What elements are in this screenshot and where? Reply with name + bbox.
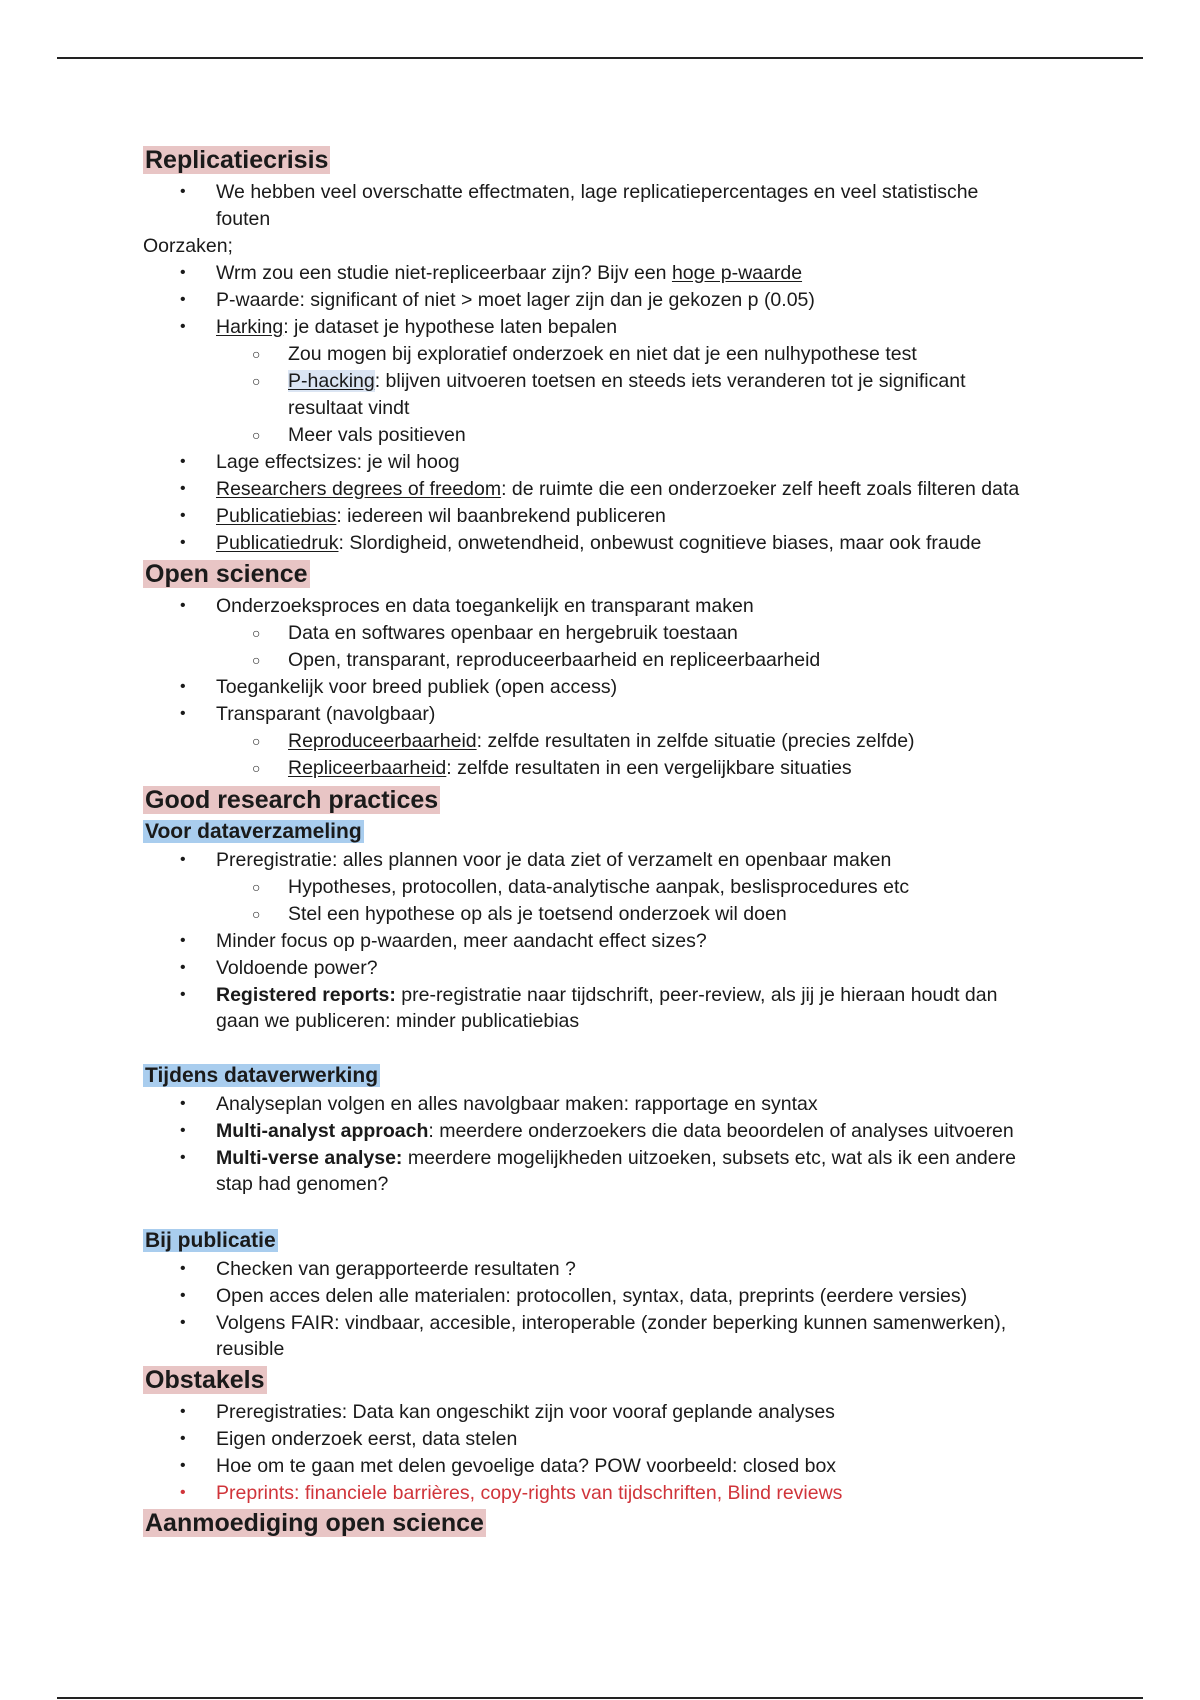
bullet-icon: • (180, 1314, 186, 1331)
bullet-icon: • (180, 932, 186, 949)
term-multi-analyst-approach: Multi-analyst approach (216, 1120, 429, 1142)
bullet-icon: • (180, 597, 186, 614)
term-researchers-degrees-of-freedom: Researchers degrees of freedom (216, 478, 502, 500)
bullet-icon: • (180, 1095, 186, 1112)
bullet-icon: • (180, 1287, 186, 1304)
bullet-icon: • (180, 1457, 186, 1474)
footer-rule (57, 1697, 1143, 1699)
circle-bullet-icon: ○ (252, 427, 261, 443)
term-multi-verse-analyse: Multi-verse analyse: (216, 1147, 403, 1169)
bullet-icon: • (180, 1403, 186, 1420)
circle-bullet-icon: ○ (252, 652, 261, 668)
bullet-icon: • (180, 1149, 186, 1166)
circle-bullet-icon: ○ (252, 625, 261, 641)
subheading-tijdens-dataverwerking: Tijdens dataverwerking (145, 1064, 379, 1087)
term-reproduceerbaarheid: Reproduceerbaarheid (288, 730, 477, 752)
bullet-icon: • (180, 318, 186, 335)
bullet-icon: • (180, 1430, 186, 1447)
circle-bullet-icon: ○ (252, 346, 261, 362)
bullet-icon: • (180, 1260, 186, 1277)
bullet-icon: • (180, 678, 186, 695)
bullet-icon: • (180, 959, 186, 976)
bullet-icon: • (180, 705, 186, 722)
term-hoge-p-waarde: hoge p-waarde (671, 262, 803, 284)
bullet-icon: • (180, 264, 186, 281)
bullet-icon: • (180, 183, 186, 200)
term-harking: Harking (216, 316, 284, 338)
header-rule (57, 57, 1143, 59)
term-publicatiebias: Publicatiebias (216, 505, 337, 527)
term-publicatiedruk: Publicatiedruk (216, 532, 339, 554)
bullet-icon: • (180, 453, 186, 470)
bullet-icon: • (180, 480, 186, 497)
label-oorzaken: Oorzaken; (143, 235, 233, 257)
bullet-icon: • (180, 291, 186, 308)
bullet-icon: • (180, 1484, 186, 1501)
circle-bullet-icon: ○ (252, 760, 261, 776)
term-registered-reports: Registered reports: (216, 984, 396, 1006)
heading-open-science: Open science (145, 560, 308, 588)
heading-replicatiecrisis: Replicatiecrisis (145, 146, 329, 174)
circle-bullet-icon: ○ (252, 879, 261, 895)
heading-aanmoediging-open-science: Aanmoediging open science (145, 1509, 484, 1537)
bullet-icon: • (180, 1122, 186, 1139)
bullet-icon: • (180, 851, 186, 868)
bullet-icon: • (180, 534, 186, 551)
circle-bullet-icon: ○ (252, 373, 261, 389)
sub-list-item-continuation: resultaat vindt (288, 397, 410, 419)
circle-bullet-icon: ○ (252, 906, 261, 922)
list-item-continuation: stap had genomen? (216, 1173, 389, 1195)
bullet-icon: • (180, 986, 186, 1003)
bullet-icon: • (180, 507, 186, 524)
heading-obstakels: Obstakels (145, 1366, 265, 1394)
circle-bullet-icon: ○ (252, 733, 261, 749)
list-item-continuation: reusible (216, 1338, 285, 1360)
subheading-bij-publicatie: Bij publicatie (145, 1229, 276, 1252)
subheading-voor-dataverzameling: Voor dataverzameling (145, 820, 362, 843)
term-p-hacking: P-hacking (288, 370, 375, 392)
list-item-continuation: gaan we publiceren: minder publicatiebias (216, 1010, 580, 1032)
heading-good-research-practices: Good research practices (145, 786, 439, 814)
list-item-continuation: fouten (216, 208, 271, 230)
term-repliceerbaarheid: Repliceerbaarheid (288, 757, 447, 779)
